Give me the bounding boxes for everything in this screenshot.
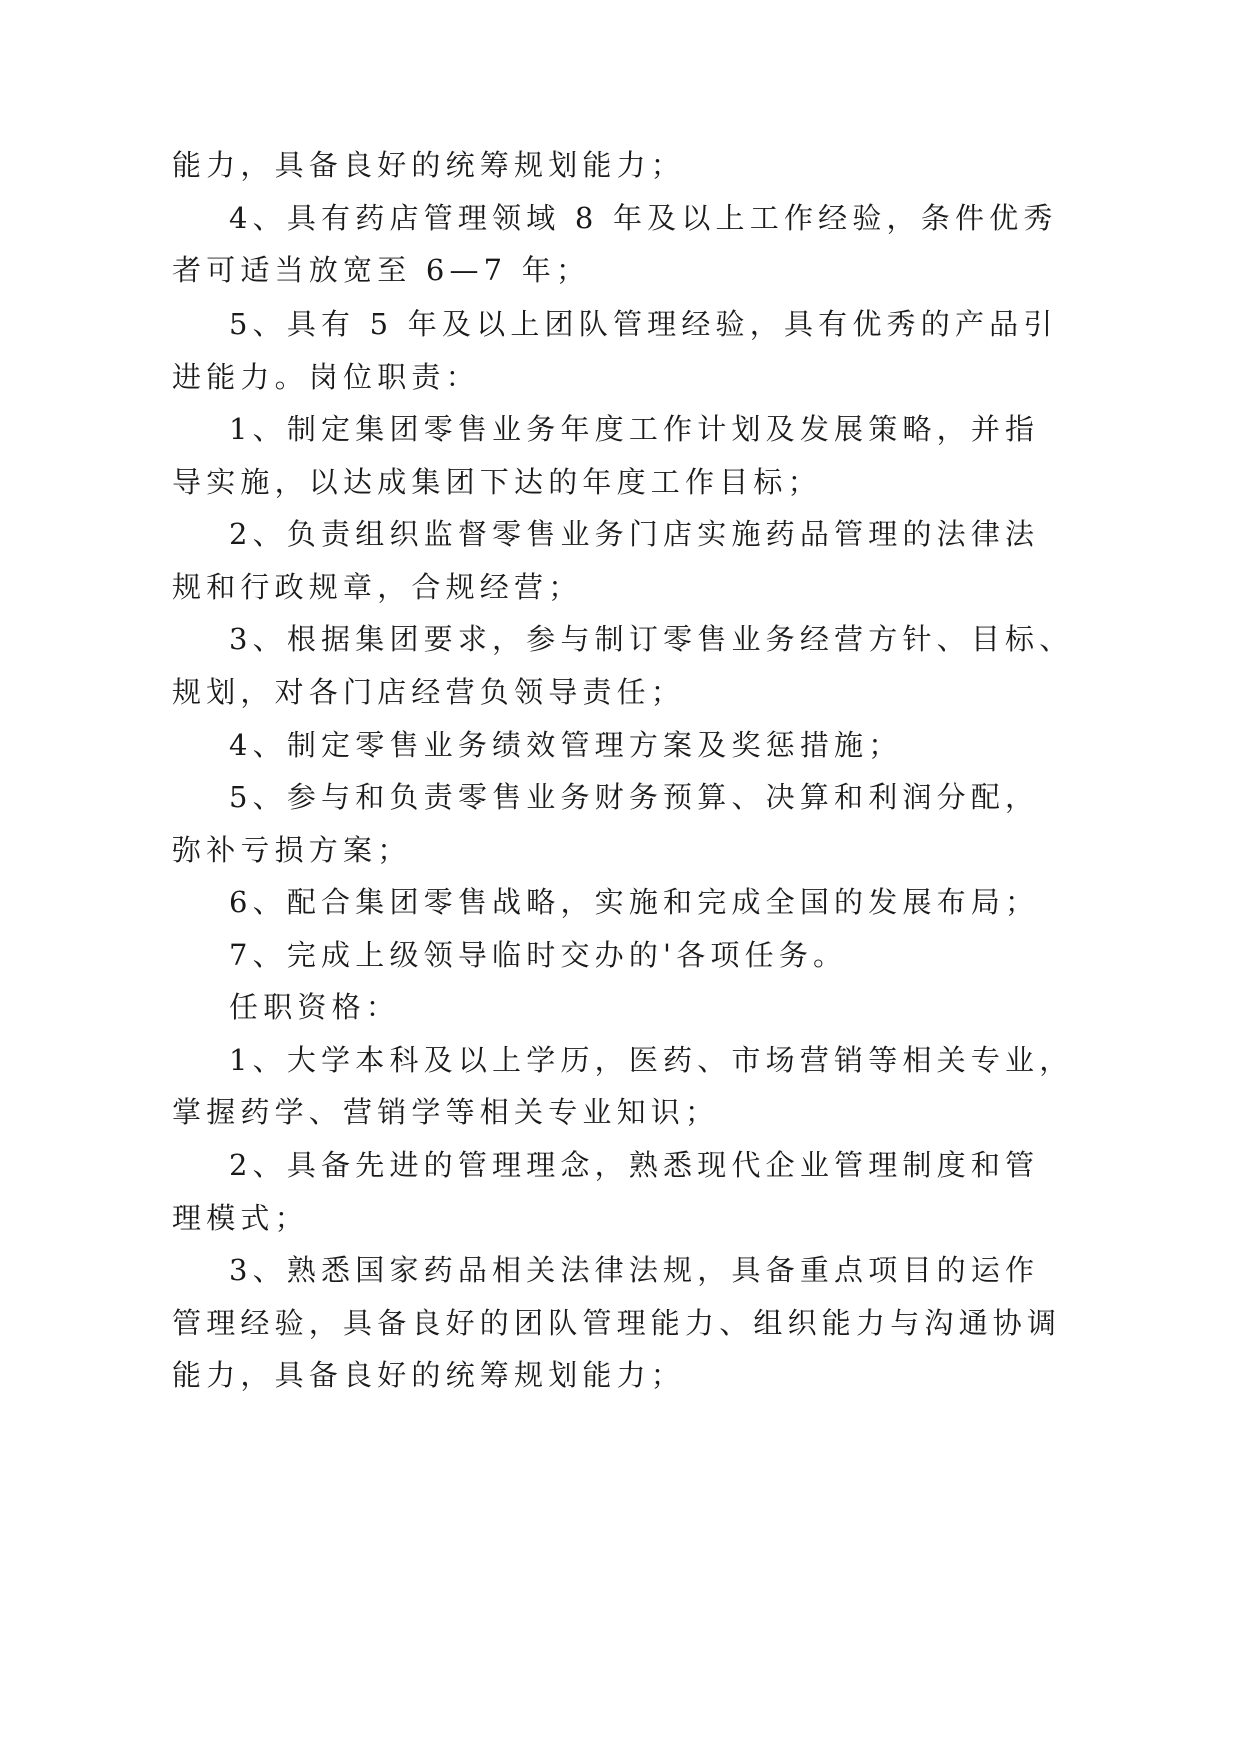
text-line: 能力，具备良好的统筹规划能力； <box>172 1358 686 1392</box>
text-line: 4、具有药店管理领域 8 年及以上工作经验，条件优秀 <box>229 201 1058 235</box>
text-line: 能力，具备良好的统筹规划能力； <box>172 148 686 182</box>
text-line: 掌握药学、营销学等相关专业知识； <box>172 1095 720 1129</box>
text-line: 5、参与和负责零售业务财务预算、决算和利润分配， <box>229 780 1040 814</box>
text-line: 6、配合集团零售战略，实施和完成全国的发展布局； <box>229 885 1040 919</box>
text-line: 3、熟悉国家药品相关法律法规，具备重点项目的运作 <box>229 1253 1040 1287</box>
text-line: 2、具备先进的管理理念，熟悉现代企业管理制度和管 <box>229 1148 1040 1182</box>
text-line: 4、制定零售业务绩效管理方案及奖惩措施； <box>229 728 903 762</box>
text-line: 管理经验，具备良好的团队管理能力、组织能力与沟通协调 <box>172 1306 1062 1340</box>
text-line: 规划，对各门店经营负领导责任； <box>172 675 686 709</box>
text-line: 弥补亏损方案； <box>172 833 412 867</box>
text-line: 3、根据集团要求，参与制订零售业务经营方针、目标、 <box>229 622 1074 656</box>
text-line: 导实施，以达成集团下达的年度工作目标； <box>172 465 822 499</box>
text-line: 2、负责组织监督零售业务门店实施药品管理的法律法 <box>229 517 1040 551</box>
text-line: 1、大学本科及以上学历，医药、市场营销等相关专业， <box>229 1043 1074 1077</box>
text-line: 进能力。岗位职责： <box>172 360 480 394</box>
text-line: 任职资格： <box>229 990 401 1024</box>
text-line: 7、完成上级领导临时交办的'各项任务。 <box>229 938 848 972</box>
text-line: 1、制定集团零售业务年度工作计划及发展策略，并指 <box>229 412 1040 446</box>
text-line: 5、具有 5 年及以上团队管理经验，具有优秀的产品引 <box>229 307 1058 341</box>
text-line: 者可适当放宽至 6—7 年； <box>172 253 591 287</box>
text-line: 理模式； <box>172 1201 309 1235</box>
text-line: 规和行政规章，合规经营； <box>172 570 583 604</box>
